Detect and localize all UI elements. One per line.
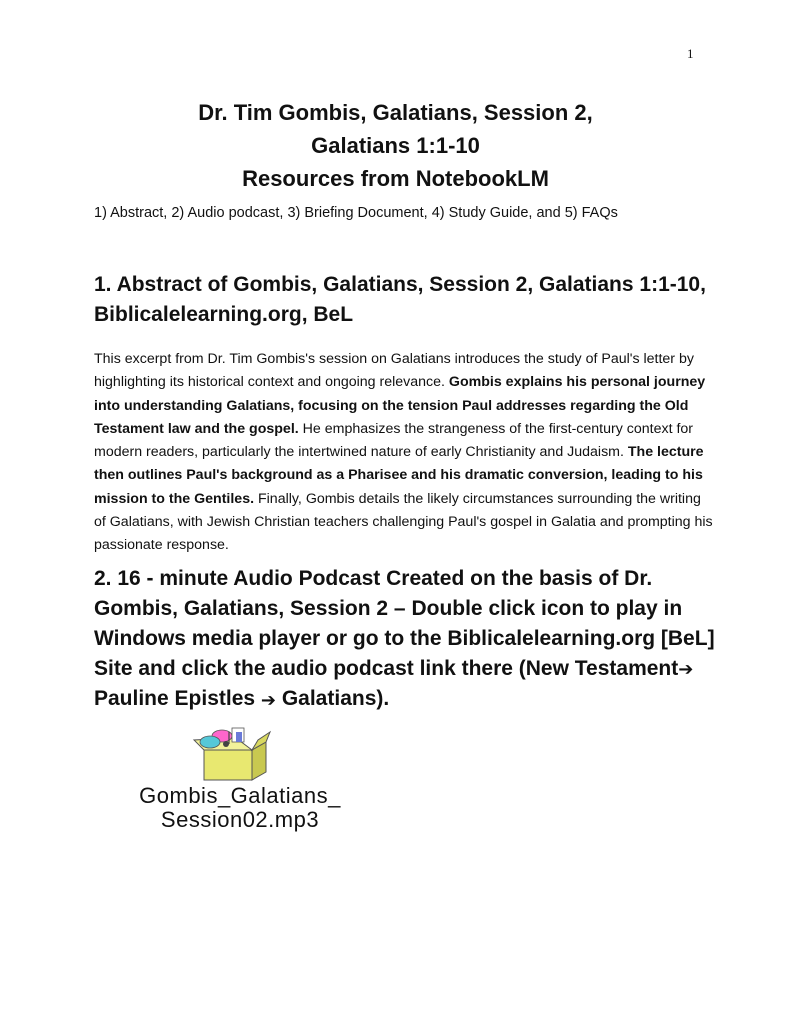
abstract-bold-2: The lecture then outlines Paul's background as a Pharisee and his dramatic conversion, leading to his mission to the Gentiles. (94, 444, 704, 507)
title-line-1: Dr. Tim Gombis, Galatians, Session 2, (198, 100, 593, 125)
document-title (0, 96, 791, 195)
section-2-text-3: Galatians). (276, 687, 390, 711)
audio-file-label-line-1: Gombis_Galatians_ (139, 783, 341, 808)
resources-list: 1) Abstract, 2) Audio podcast, 3) Briefing Document, 4) Study Guide, and 5) FAQs (94, 205, 618, 221)
abstract-text-2: He emphasizes the strangeness of the first-century context for modern readers, particularly the intertwined nature of early Christianity and Judaism. (94, 420, 694, 461)
abstract-bold-1: Gombis explains his personal journey into understanding Galatians, focusing on the tension Paul addresses regarding the Old Testament law and the gospel. (94, 374, 706, 437)
package-icon[interactable] (192, 724, 272, 782)
audio-file-label[interactable] (80, 784, 400, 832)
arrow-right-icon: ➔ (260, 689, 276, 710)
section-2-text-2: Pauline Epistles (94, 687, 261, 711)
title-line-3: Resources from NotebookLM (242, 166, 549, 191)
audio-file-label-line-2: Session02.mp3 (160, 807, 320, 832)
section-1-heading: 1. Abstract of Gombis, Galatians, Session 2, Galatians 1:1-10, Biblicalelearning.org, BeL (94, 273, 706, 326)
section-2-heading (94, 564, 734, 715)
page-number: 1 (687, 46, 694, 61)
abstract-text-3: Finally, Gombis details the likely circumstances surrounding the writing of Galatians, with Jewish Christian teachers challenging Paul's gospel in Galatia and prompting his passionate response. (94, 490, 713, 554)
section-2-text-1: 2. 16 - minute Audio Podcast Created on the basis of Dr. Gombis, Galatians, Session 2 – Double click icon to play in Windows media player or go to the Biblicalelearning.org [BeL] Site and click the audio podcast link there (New Testament (94, 567, 715, 680)
title-line-2: Galatians 1:1-10 (311, 133, 480, 158)
abstract-text-1: This excerpt from Dr. Tim Gombis's session on Galatians introduces the study of Paul's letter by highlighting its historical context and ongoing relevance. (94, 351, 694, 391)
arrow-right-icon: ➔ (678, 659, 694, 680)
abstract-paragraph (94, 348, 714, 558)
